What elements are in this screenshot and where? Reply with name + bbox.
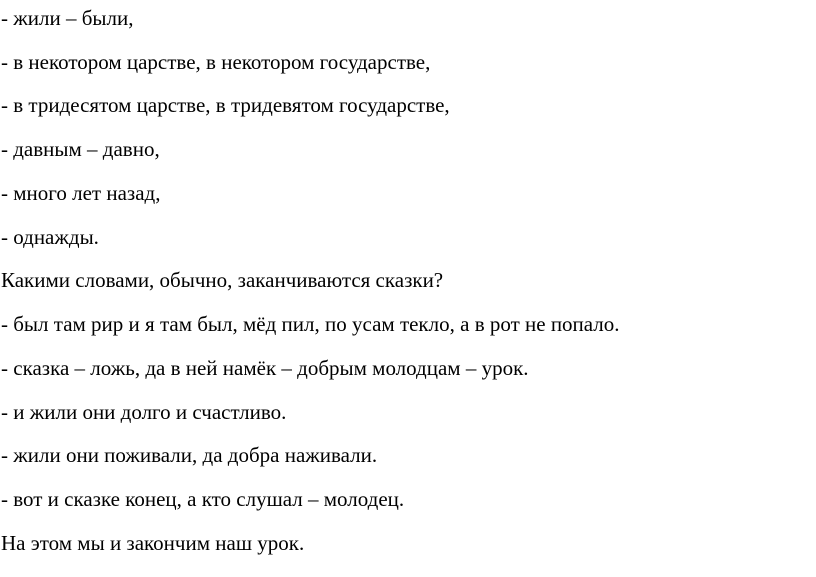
- text-line: - жили – были,: [1, 6, 134, 30]
- text-line: - вот и сказке конец, а кто слушал – молодец.: [1, 487, 405, 511]
- question-line: Какими словами, обычно, заканчиваются сказки?: [1, 268, 444, 292]
- text-line: - давным – давно,: [1, 137, 160, 161]
- text-line: - жили они поживали, да добра наживали.: [1, 443, 378, 467]
- text-line: - в некотором царстве, в некотором государстве,: [1, 50, 431, 74]
- text-line: - однажды.: [1, 225, 99, 249]
- closing-line: На этом мы и закончим наш урок.: [1, 531, 305, 555]
- text-line: - был там рир и я там был, мёд пил, по усам текло, а в рот не попало.: [1, 312, 620, 336]
- text-line: - сказка – ложь, да в ней намёк – добрым молодцам – урок.: [1, 356, 529, 380]
- text-line: - и жили они долго и счастливо.: [1, 400, 287, 424]
- text-line: - много лет назад,: [1, 181, 161, 205]
- text-line: - в тридесятом царстве, в тридевятом государстве,: [1, 93, 450, 117]
